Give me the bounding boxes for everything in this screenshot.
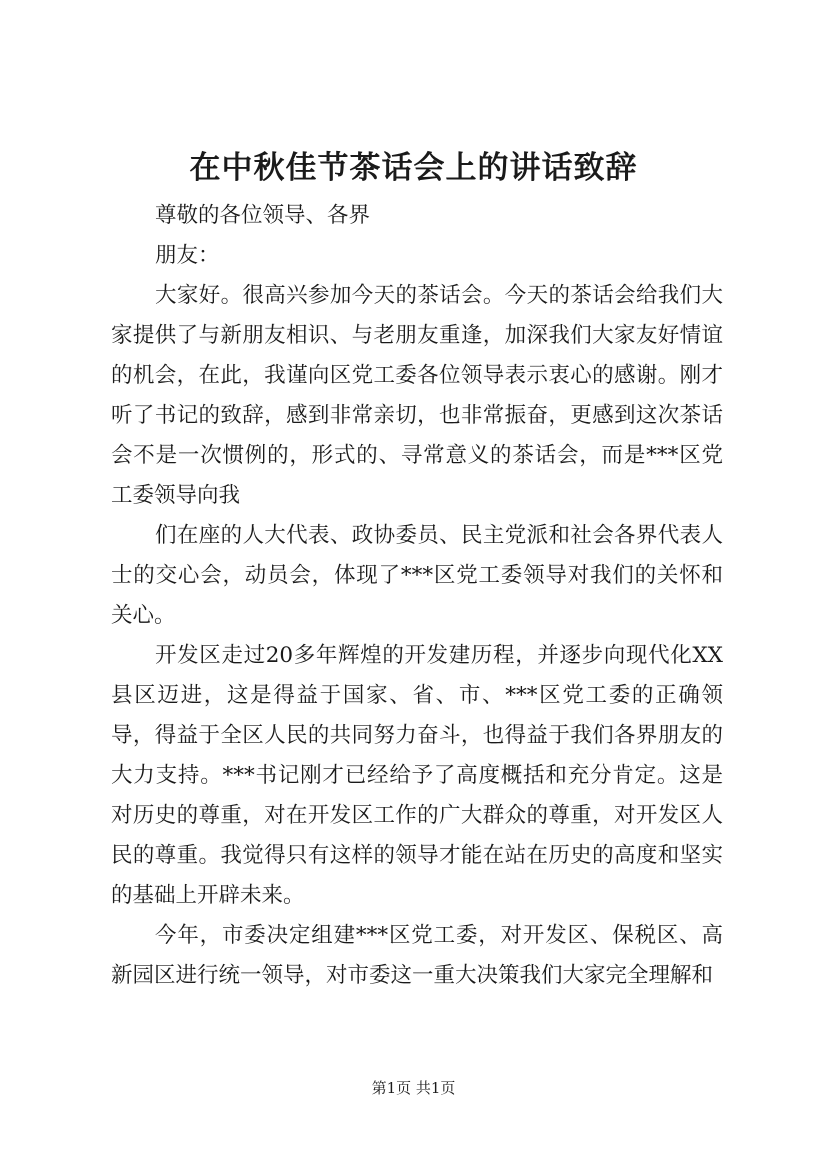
paragraph-1: 大家好。很高兴参加今天的茶话会。今天的茶话会给我们大家提供了与新朋友相识、与老朋友重逢，加深我们大家友好情谊的机会，在此，我谨向区党工委各位领导表示衷心的感谢。刚才听了书记的致辞，感到非常亲切，也非常振奋，更感到这次茶话会不是一次惯例的，形式的、寻常意义的茶话会，而是***区党工委领导向我 <box>111 283 723 508</box>
document-body <box>111 196 723 996</box>
salutation-line-2: 朋友： <box>155 243 220 268</box>
paragraph-2: 们在座的人大代表、政协委员、民主党派和社会各界代表人士的交心会，动员会，体现了***区党工委领导对我们的关怀和关心。 <box>111 523 723 628</box>
paragraph-4: 今年，市委决定组建***区党工委，对开发区、保税区、高新园区进行统一领导，对市委这一重大决策我们大家完全理解和 <box>111 923 723 988</box>
paragraph-3: 开发区走过20多年辉煌的开发建历程，并逐步向现代化XX县区迈进，这是得益于国家、省、市、***区党工委的正确领导，得益于全区人民的共同努力奋斗，也得益于我们各界朋友的大力支持。***书记刚才已经给予了高度概括和充分肯定。这是对历史的尊重，对在开发区工作的广大群众的尊重，对开发区人民的尊重。我觉得只有这样的领导才能在站在历史的高度和坚实的基础上开辟未来。 <box>111 643 723 908</box>
document-title: 在中秋佳节茶话会上的讲话致辞 <box>189 150 638 186</box>
page-number-footer: 第1页 共1页 <box>371 1079 456 1097</box>
salutation-line-1: 尊敬的各位领导、各界 <box>155 203 371 228</box>
